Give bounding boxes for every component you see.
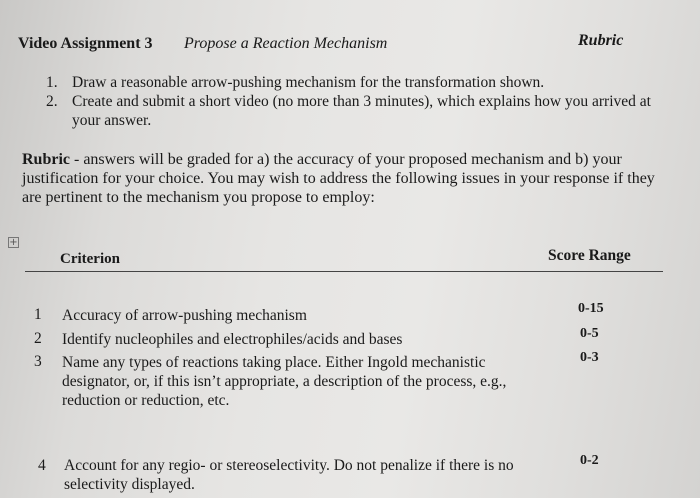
rubric-intro-text: - answers will be graded for a) the accuracy of your proposed mechanism and b) your justification for your choice. You may wish to address the following issues in your response if they are pertinent to the mechanism you propose to employ: bbox=[22, 151, 655, 206]
assignment-subtitle: Propose a Reaction Mechanism bbox=[184, 35, 388, 52]
rubric-intro-label: Rubric bbox=[22, 151, 70, 168]
row-criterion: Accuracy of arrow-pushing mechanism bbox=[62, 307, 307, 324]
task-text: Draw a reasonable arrow-pushing mechanism for the transformation shown. bbox=[72, 74, 545, 91]
row-score: 0-15 bbox=[578, 301, 604, 316]
row-score: 0-3 bbox=[580, 350, 599, 365]
row-number: 4 bbox=[38, 457, 46, 474]
row-score: 0-2 bbox=[580, 453, 599, 468]
column-header-score-range: Score Range bbox=[548, 247, 631, 264]
plus-box-icon[interactable]: + bbox=[9, 237, 18, 248]
task-number: 1. bbox=[46, 74, 58, 91]
rubric-heading: Rubric bbox=[578, 32, 624, 49]
column-header-criterion: Criterion bbox=[60, 251, 120, 267]
row-criterion: Account for any regio- or stereoselectivity. Do not penalize if there is no selectivity displayed. bbox=[64, 457, 514, 493]
row-criterion: Identify nucleophiles and electrophiles/acids and bases bbox=[62, 331, 403, 348]
assignment-title: Video Assignment 3 bbox=[18, 35, 153, 52]
task-text: Create and submit a short video (no more than 3 minutes), which explains how you arrived at your answer. bbox=[72, 93, 651, 129]
row-score: 0-5 bbox=[580, 326, 599, 341]
rubric-intro bbox=[22, 150, 672, 207]
row-number: 3 bbox=[34, 353, 42, 370]
row-criterion: Name any types of reactions taking place. Either Ingold mechanistic designator, or, if this isn’t appropriate, a description of the process, e.g., reduction or reduction, etc. bbox=[62, 354, 507, 409]
table-header-rule bbox=[25, 271, 663, 272]
task-number: 2. bbox=[46, 93, 58, 110]
row-number: 1 bbox=[34, 306, 42, 323]
row-number: 2 bbox=[34, 330, 42, 347]
